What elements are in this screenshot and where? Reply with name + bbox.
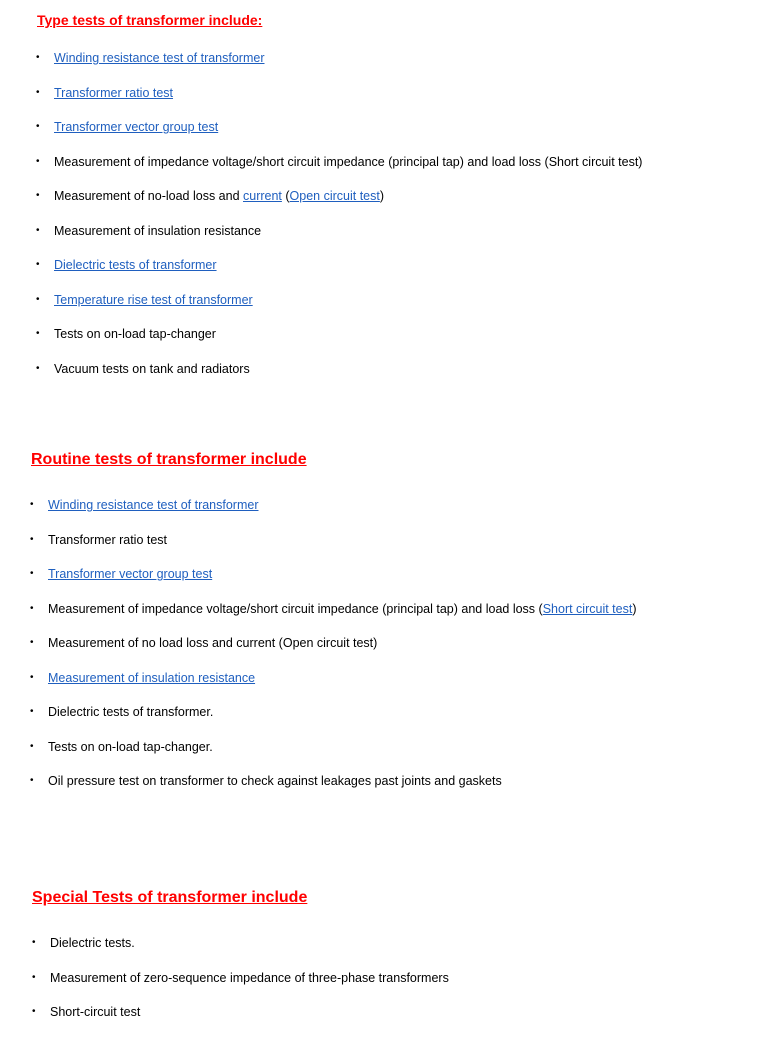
list-item <box>36 361 642 396</box>
special-tests-list <box>32 935 449 1039</box>
list-item <box>36 326 642 361</box>
item-text: Dielectric tests. <box>50 936 135 950</box>
list-item <box>36 50 642 85</box>
item-text: ( <box>281 189 290 203</box>
list-item <box>32 970 449 1005</box>
item-text: Oil pressure test on transformer to check against leakages past joints and gaskets <box>48 774 502 788</box>
item-link[interactable]: Open circuit test <box>289 189 380 203</box>
item-text: Measurement of no-load loss and <box>54 189 243 203</box>
bullet-icon: • <box>36 190 40 201</box>
list-item <box>36 154 642 189</box>
routine-tests-heading: Routine tests of transformer include <box>31 451 307 468</box>
list-item <box>32 935 449 970</box>
bullet-icon: • <box>30 602 34 614</box>
list-item <box>30 773 637 808</box>
bullet-icon: • <box>36 328 40 339</box>
list-item <box>32 1004 449 1039</box>
bullet-icon: • <box>36 293 40 305</box>
bullet-icon: • <box>36 86 40 98</box>
list-item <box>30 670 637 705</box>
list-item <box>36 257 642 292</box>
item-text: Transformer ratio test <box>48 532 168 547</box>
item-link[interactable]: current <box>243 189 282 203</box>
list-item <box>30 739 637 774</box>
routine-tests-list <box>30 497 637 808</box>
list-item <box>30 601 637 636</box>
item-link[interactable]: Transformer ratio test <box>54 85 174 100</box>
type-tests-list <box>36 50 642 395</box>
item-text: Dielectric tests of transformer. <box>48 705 214 719</box>
bullet-icon: • <box>36 121 40 132</box>
list-item <box>30 532 637 567</box>
item-text: Vacuum tests on tank and radiators <box>54 361 250 376</box>
item-text: Short-circuit test <box>50 1005 141 1019</box>
list-item <box>30 635 637 670</box>
special-tests-heading: Special Tests of transformer include <box>32 889 308 906</box>
list-item <box>36 223 642 258</box>
item-text: Measurement of no load loss and current (Open circuit test) <box>48 636 378 650</box>
list-item <box>36 292 642 327</box>
bullet-icon: • <box>30 637 34 648</box>
item-link[interactable]: Short circuit test <box>542 601 633 616</box>
item-link[interactable]: Transformer vector group test <box>54 120 219 134</box>
bullet-icon: • <box>30 706 34 717</box>
list-item <box>30 704 637 739</box>
bullet-icon: • <box>32 937 36 948</box>
item-link[interactable]: Winding resistance test of transformer <box>48 498 259 512</box>
list-item <box>30 566 637 601</box>
list-item <box>36 119 642 154</box>
bullet-icon: • <box>36 362 40 374</box>
list-item <box>30 497 637 532</box>
bullet-icon: • <box>30 775 34 786</box>
type-tests-heading: Type tests of transformer include: <box>37 12 263 28</box>
item-text: ) <box>632 601 637 616</box>
bullet-icon: • <box>36 259 40 270</box>
bullet-icon: • <box>36 52 40 63</box>
bullet-icon: • <box>32 971 36 983</box>
item-text: Tests on on-load tap-changer <box>54 327 216 341</box>
item-text: Measurement of insulation resistance <box>54 223 262 238</box>
bullet-icon: • <box>30 671 34 683</box>
item-link[interactable]: Transformer vector group test <box>48 567 213 581</box>
item-text: Measurement of impedance voltage/short circuit impedance (principal tap) and load loss (Short circuit test) <box>54 154 643 169</box>
bullet-icon: • <box>30 533 34 545</box>
item-link[interactable]: Dielectric tests of transformer <box>54 258 217 272</box>
bullet-icon: • <box>36 155 40 167</box>
bullet-icon: • <box>30 740 34 752</box>
item-text: Tests on on-load tap-changer. <box>48 739 213 754</box>
bullet-icon: • <box>30 568 34 579</box>
item-link[interactable]: Temperature rise test of transformer <box>54 292 253 307</box>
bullet-icon: • <box>36 224 40 236</box>
item-link[interactable]: Measurement of insulation resistance <box>48 670 256 685</box>
item-text: Measurement of impedance voltage/short circuit impedance (principal tap) and load loss ( <box>48 601 543 616</box>
item-link[interactable]: Winding resistance test of transformer <box>54 51 265 65</box>
list-item <box>36 188 642 223</box>
item-text: ) <box>379 189 385 203</box>
item-text: Measurement of zero-sequence impedance of three-phase transformers <box>50 970 449 985</box>
list-item <box>36 85 642 120</box>
bullet-icon: • <box>30 499 34 510</box>
bullet-icon: • <box>32 1006 36 1017</box>
